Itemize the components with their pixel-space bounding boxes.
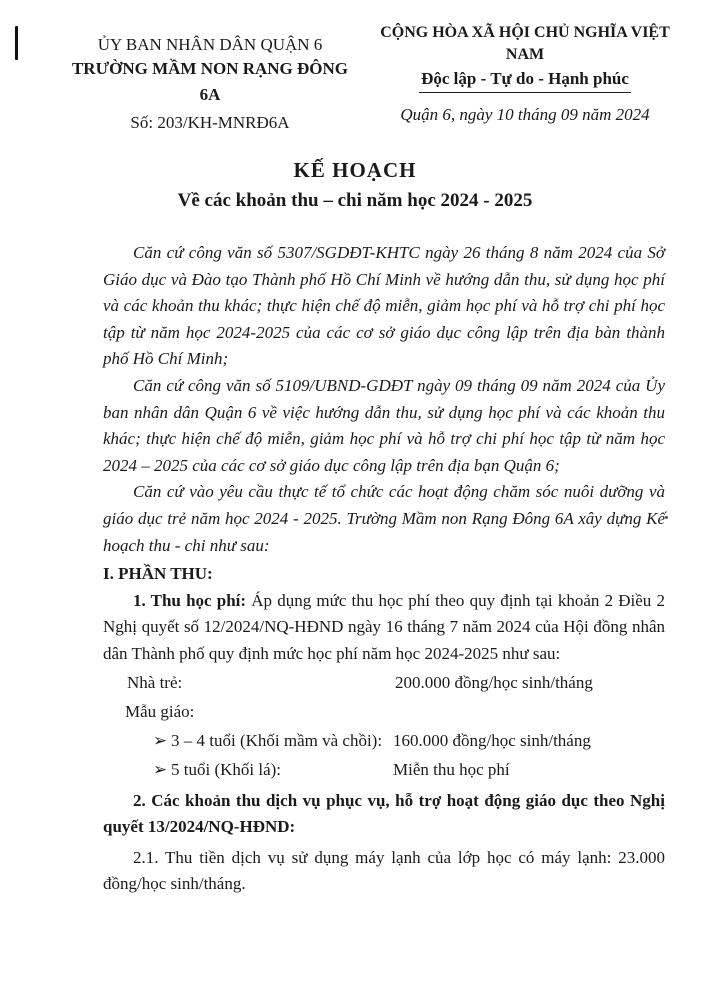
- fee-row-age-5: [103, 755, 665, 784]
- air-conditioning-fee: 2.1. Thu tiền dịch vụ sử dụng máy lạnh của lớp học có máy lạnh: 23.000 đồng/học sinh/tháng.: [103, 847, 665, 894]
- legal-basis-3: Căn cứ vào yêu cầu thực tế tổ chức các hoạt động chăm sóc nuôi dưỡng và giáo dục trẻ năm học 2024 - 2025. Trường Mầm non Rạng Đông 6A xây dựng Kế hoạch thu - chi như sau:: [103, 482, 665, 555]
- school-name: TRƯỜNG MẦM NON RẠNG ĐÔNG 6A: [71, 59, 349, 104]
- document-number: Số: 203/KH-MNRĐ6A: [130, 113, 290, 132]
- section-heading-revenue: I. PHẦN THU:: [103, 564, 213, 584]
- document-subtitle: Về các khoản thu – chi năm học 2024 - 2025: [177, 190, 533, 211]
- fee-value-nha-tre: 200.000 đồng/học sinh/tháng: [395, 672, 593, 692]
- fee-label-age-3-4: 3 – 4 tuổi (Khối mầm và chồi):: [171, 730, 383, 750]
- document-title: KẾ HOẠCH: [293, 158, 417, 182]
- tuition-label: 1. Thu học phí:: [133, 590, 247, 610]
- fee-label-age-3-4-wrap: [153, 726, 382, 755]
- fee-label-nha-tre: Nhà trẻ:: [127, 672, 183, 692]
- document-body: [103, 240, 665, 898]
- fee-label-age-5: 5 tuổi (Khối lá):: [171, 759, 282, 779]
- arrow-bullet-icon: ➢: [153, 759, 168, 779]
- scan-speck: [665, 516, 668, 519]
- margin-mark: [15, 26, 18, 60]
- fee-label-age-5-wrap: [153, 755, 281, 784]
- fee-label-mau-giao: Mẫu giáo:: [125, 701, 195, 721]
- fee-value-age-3-4: 160.000 đồng/học sinh/tháng: [393, 730, 591, 750]
- legal-basis-2: Căn cứ công văn số 5109/UBND-GDĐT ngày 09 tháng 09 năm 2024 của Ủy ban nhân dân Quận 6 về việc hướng dẫn thu, sử dụng học phí và các khoản thu khác; thực hiện chế độ miễn, giảm học phí và hỗ trợ chi phí học tập từ năm học 2024 – 2025 của các cơ sở giáo dục công lập trên địa bạn Quận 6;: [103, 375, 665, 475]
- issuing-authority: ỦY BAN NHÂN DÂN QUẬN 6: [97, 35, 323, 54]
- header-right: [360, 22, 690, 135]
- fee-row-mau-giao: [103, 697, 665, 726]
- tuition-text: Áp dụng mức thu học phí theo quy định tại khoản 2 Điều 2 Nghị quyết số 12/2024/NQ-HĐND ngày 16 tháng 7 năm 2024 của Hội đồng nhân dân Thành phố quy định mức học phí năm học 2024-2025 như sau:: [103, 590, 665, 663]
- place-date: Quận 6, ngày 10 tháng 09 năm 2024: [400, 105, 650, 124]
- legal-basis-1: Căn cứ công văn số 5307/SGDĐT-KHTC ngày 26 tháng 8 năm 2024 của Sở Giáo dục và Đào tạo Thành phố Hồ Chí Minh về hướng dẫn thu, sử dụng học phí và các khoản thu khác; thực hiện chế độ miễn, giảm học phí và hỗ trợ chi phí học tập từ năm học 2024-2025 của các cơ sở giáo dục công lập trên địa bàn thành phố Hồ Chí Minh;: [103, 243, 665, 369]
- fee-row-nha-tre: [103, 668, 665, 697]
- national-motto: Độc lập - Tự do - Hạnh phúc: [419, 66, 631, 93]
- fee-value-age-5: Miễn thu học phí: [393, 759, 510, 779]
- national-title: CỘNG HÒA XÃ HỘI CHỦ NGHĨA VIỆT NAM: [380, 24, 670, 63]
- tuition-paragraph: [103, 588, 665, 668]
- header-left: [60, 34, 360, 138]
- fee-row-age-3-4: [103, 726, 665, 755]
- services-heading: 2. Các khoản thu dịch vụ phục vụ, hỗ trợ hoạt động giáo dục theo Nghị quyết 13/2024/NQ-HĐND:: [103, 790, 665, 837]
- arrow-bullet-icon: ➢: [153, 730, 168, 750]
